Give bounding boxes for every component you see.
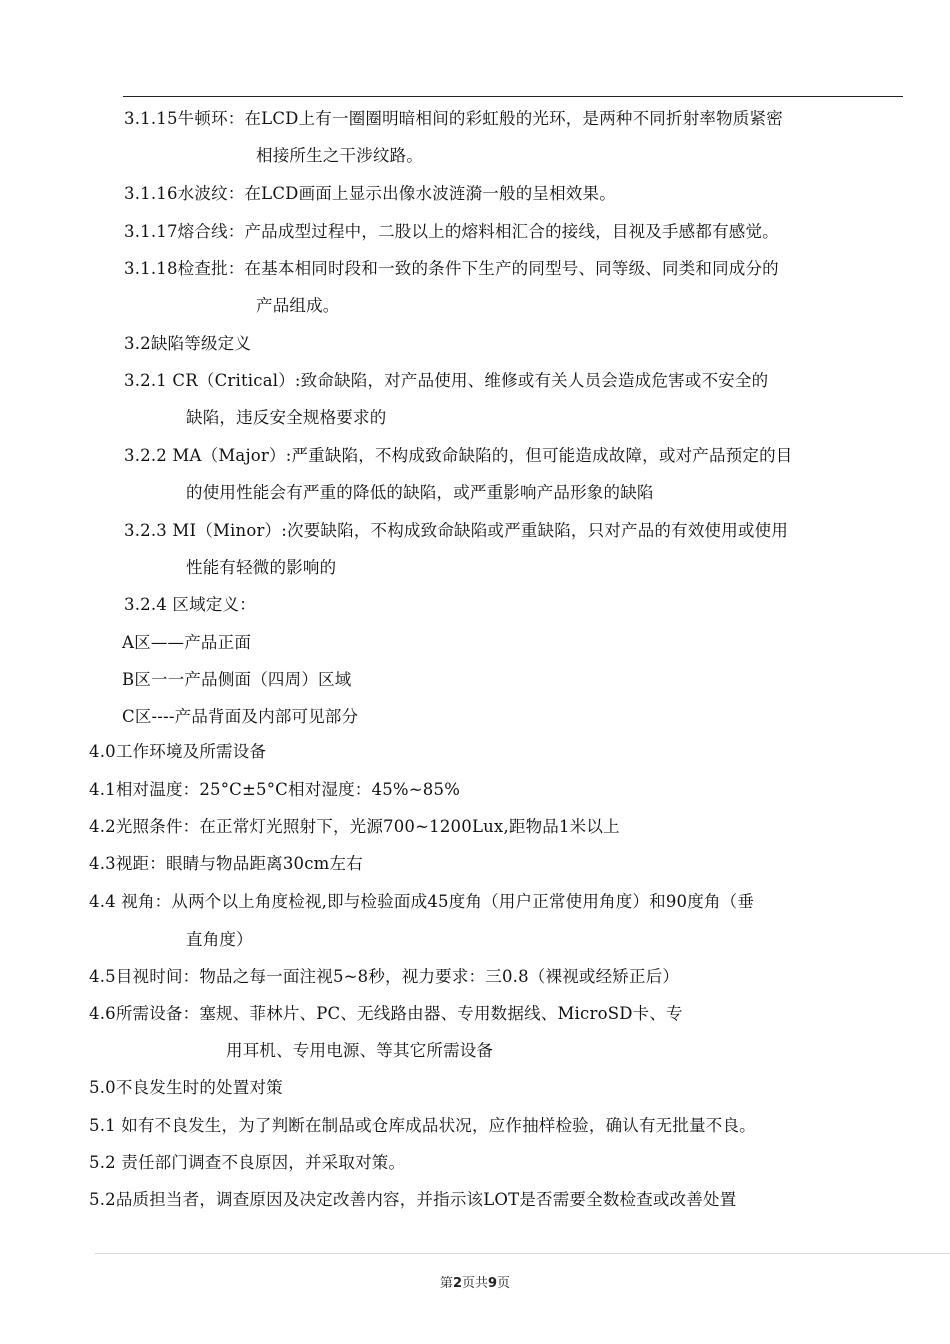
clause-3-2-4: 3.2.4 区域定义： [124,595,256,614]
section-5-0-heading: 5.0不良发生时的处置对策 [89,1078,283,1097]
clause-3-2-2-cont: 的使用性能会有严重的降低的缺陷，或严重影响产品形象的缺陷 [186,483,654,502]
clause-3-2-3: 3.2.3 MI（Minor）:次要缺陷，不构成致命缺陷或严重缺陷，只对产品的有效使用或使用 [124,521,789,540]
clause-5-2b: 5.2品质担当者，调查原因及决定改善内容，并指示该LOT是否需要全数检查或改善处置 [89,1190,737,1209]
footer-prefix: 第 [439,1276,453,1291]
clause-3-1-16: 3.1.16水波纹：在LCD画面上显示出像水波涟漪一般的呈相效果。 [124,184,616,203]
page-footer [0,1272,950,1291]
header-rule [123,96,903,97]
section-4-0-heading: 4.0工作环境及所需设备 [89,742,267,761]
zone-c: C区----产品背面及内部可见部分 [122,707,359,726]
clause-4-3: 4.3视距：眼睛与物品距离30cm左右 [89,854,363,873]
clause-5-1: 5.1 如有不良发生，为了判断在制品或仓库成品状况，应作抽样检验，确认有无批量不良。 [89,1116,756,1135]
footer-suffix: 页 [497,1276,511,1291]
clause-3-2-3-cont: 性能有轻微的影响的 [186,558,337,577]
clause-3-1-17: 3.1.17熔合线：产品成型过程中，二股以上的熔料相汇合的接线，目视及手感都有感觉。 [124,222,779,241]
clause-4-5: 4.5目视时间：物品之每一面注视5~8秒，视力要求：三0.8（裸视或经矫正后） [89,967,680,986]
clause-4-6: 4.6所需设备：塞规、菲林片、PC、无线路由器、专用数据线、MicroSD卡、专 [89,1004,683,1023]
clause-4-6-cont: 用耳机、专用电源、等其它所需设备 [226,1041,494,1060]
clause-3-1-18-cont: 产品组成。 [256,296,340,315]
clause-3-2-2: 3.2.2 MA（Major）:严重缺陷，不构成致命缺陷的，但可能造成故障，或对产品预定的目 [124,446,793,465]
clause-4-2: 4.2光照条件：在正常灯光照射下，光源700~1200Lux,距物品1米以上 [89,817,620,836]
clause-3-1-18: 3.1.18检查批：在基本相同时段和一致的条件下生产的同型号、同等级、同类和同成分的 [124,259,779,278]
clause-4-4-cont: 直角度） [186,930,253,949]
total-page-count: 9 [488,1276,498,1291]
clause-3-1-15: 3.1.15牛顿环：在LCD上有一圈圈明暗相间的彩虹般的光环，是两种不同折射率物质紧密 [124,109,783,128]
clause-3-2-1-cont: 缺陷，违反安全规格要求的 [186,408,387,427]
footer-middle: 页共 [461,1276,488,1291]
clause-3-2-1: 3.2.1 CR（Critical）:致命缺陷，对产品使用、维修或有关人员会造成危害或不安全的 [124,371,769,390]
clause-4-4: 4.4 视角：从两个以上角度检视,即与检验面成45度角（用户正常使用角度）和90度角（垂 [89,892,755,911]
zone-a: A区——产品正面 [122,633,252,652]
footer-rule [95,1253,950,1254]
zone-b: B区一一产品侧面（四周）区域 [122,670,352,689]
current-page-number: 2 [452,1276,462,1291]
section-3-2-heading: 3.2缺陷等级定义 [124,334,252,353]
clause-5-2a: 5.2 责任部门调查不良原因，并采取对策。 [89,1153,406,1172]
clause-3-1-15-cont: 相接所生之干涉纹路。 [256,146,423,165]
clause-4-1: 4.1相对温度：25°C±5°C相对湿度：45%~85% [89,780,461,799]
